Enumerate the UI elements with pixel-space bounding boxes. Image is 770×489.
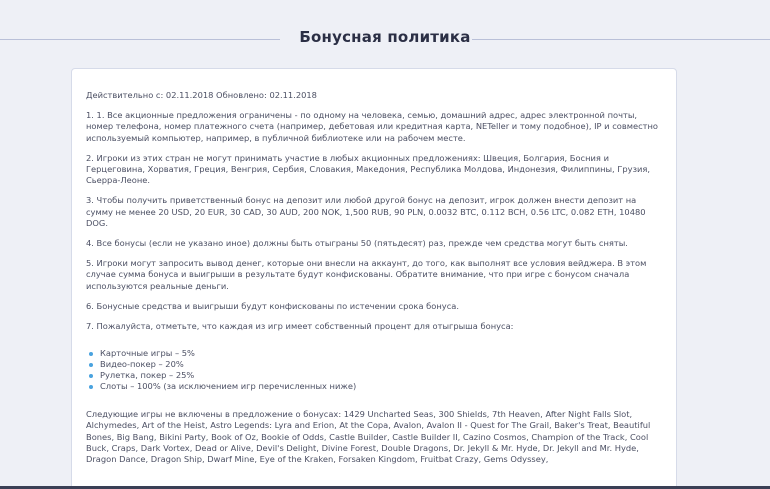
list-item: [100, 359, 662, 370]
bullet-icon: [89, 385, 93, 389]
rule-3: 3. Чтобы получить приветственный бонус на депозит или любой другой бонус на депозит, игрок должен внести депозит на сумму не менее 20 USD, 20 EUR, 30 CAD, 30 AUD, 200 NOK, 1,500 RUB, 90 PLN, 0.0032 BTC, 0.112 BCH, 0.56 LTC, 0.082 ETH, 10480 DOG.: [86, 195, 646, 228]
wagering-contribution-list: [86, 348, 662, 392]
rule-1: 1. 1. Все акционные предложения ограничены - по одному на человека, семью, домашний адрес, адрес электронной почты, номер телефона, номер платежного счета (например, дебетовая или кредитная карта, NETeller и тому подобное), IP и совместно используемый компьютер, например, в публичной библиотеке или на рабочем месте.: [86, 110, 658, 143]
list-item: [100, 370, 662, 381]
header-divider-right: [472, 39, 770, 40]
list-item: [100, 348, 662, 359]
list-item-text: Карточные игры – 5%: [100, 348, 195, 359]
rule-7: 7. Пожалуйста, отметьте, что каждая из игр имеет собственный процент для отыгрыша бонуса:: [86, 321, 514, 332]
bullet-icon: [89, 363, 93, 367]
rule-6: 6. Бонусные средства и выигрыши будут конфискованы по истечении срока бонуса.: [86, 300, 459, 311]
list-item: [100, 381, 662, 392]
effective-date-line: Действительно с: 02.11.2018 Обновлено: 02.11.2018: [86, 90, 317, 100]
bullet-icon: [89, 374, 93, 378]
policy-content-card[interactable]: [71, 68, 677, 489]
list-item-text: Слоты – 100% (за исключением игр перечисленных ниже): [100, 381, 357, 392]
list-item-text: Рулетка, покер – 25%: [100, 370, 195, 381]
excluded-games-paragraph: Следующие игры не включены в предложение о бонусах: 1429 Uncharted Seas, 300 Shields, 7th Heaven, After Night Falls Slot, Alchymedes, Art of the Heist, Astro Legends: Lyra and Erion, At the Copa, Avalon, Avalon II - Quest for The Grail, Baker's Treat, Beautiful Bones, Big Bang, Bikini Party, Book of Oz, Bookie of Odds, Castle Builder, Castle Builder II, Cazino Cosmos, Champion of the Track, Cool Buck, Craps, Dark Vortex, Dead or Alive, Devil's Delight, Divine Forest, Double Dragons, Dr. Jekyll & Mr. Hyde, Dr. Jekyll and Mr. Hyde, Dragon Dance, Dragon Ship, Dwarf Mine, Eye of the Kraken, Forsaken Kingdom, Fruitbat Crazy, Gems Odyssey,: [86, 409, 651, 465]
rule-5: 5. Игроки могут запросить вывод денег, которые они внесли на аккаунт, до того, как выполнят все условия вейджера. В этом случае сумма бонуса и выигрыши в результате будут конфискованы. Обратите внимание, что при игре с бонусом сначала используются реальные деньги.: [86, 258, 647, 291]
rule-4: 4. Все бонусы (если не указано иное) должны быть отыграны 50 (пятьдесят) раз, прежде чем средства могут быть сняты.: [86, 238, 628, 249]
page-header: [0, 22, 770, 58]
bullet-icon: [89, 352, 93, 356]
list-item-text: Видео-покер – 20%: [100, 359, 184, 370]
page-title: Бонусная политика: [299, 28, 471, 46]
rule-2: 2. Игроки из этих стран не могут принимать участие в любых акционных предложениях: Швеция, Болгария, Босния и Герцеговина, Хорватия, Греция, Венгрия, Сербия, Словакия, Македония, Республика Молдова, Индонезия, Филиппины, Грузия, Сьерра-Леоне.: [86, 152, 651, 186]
